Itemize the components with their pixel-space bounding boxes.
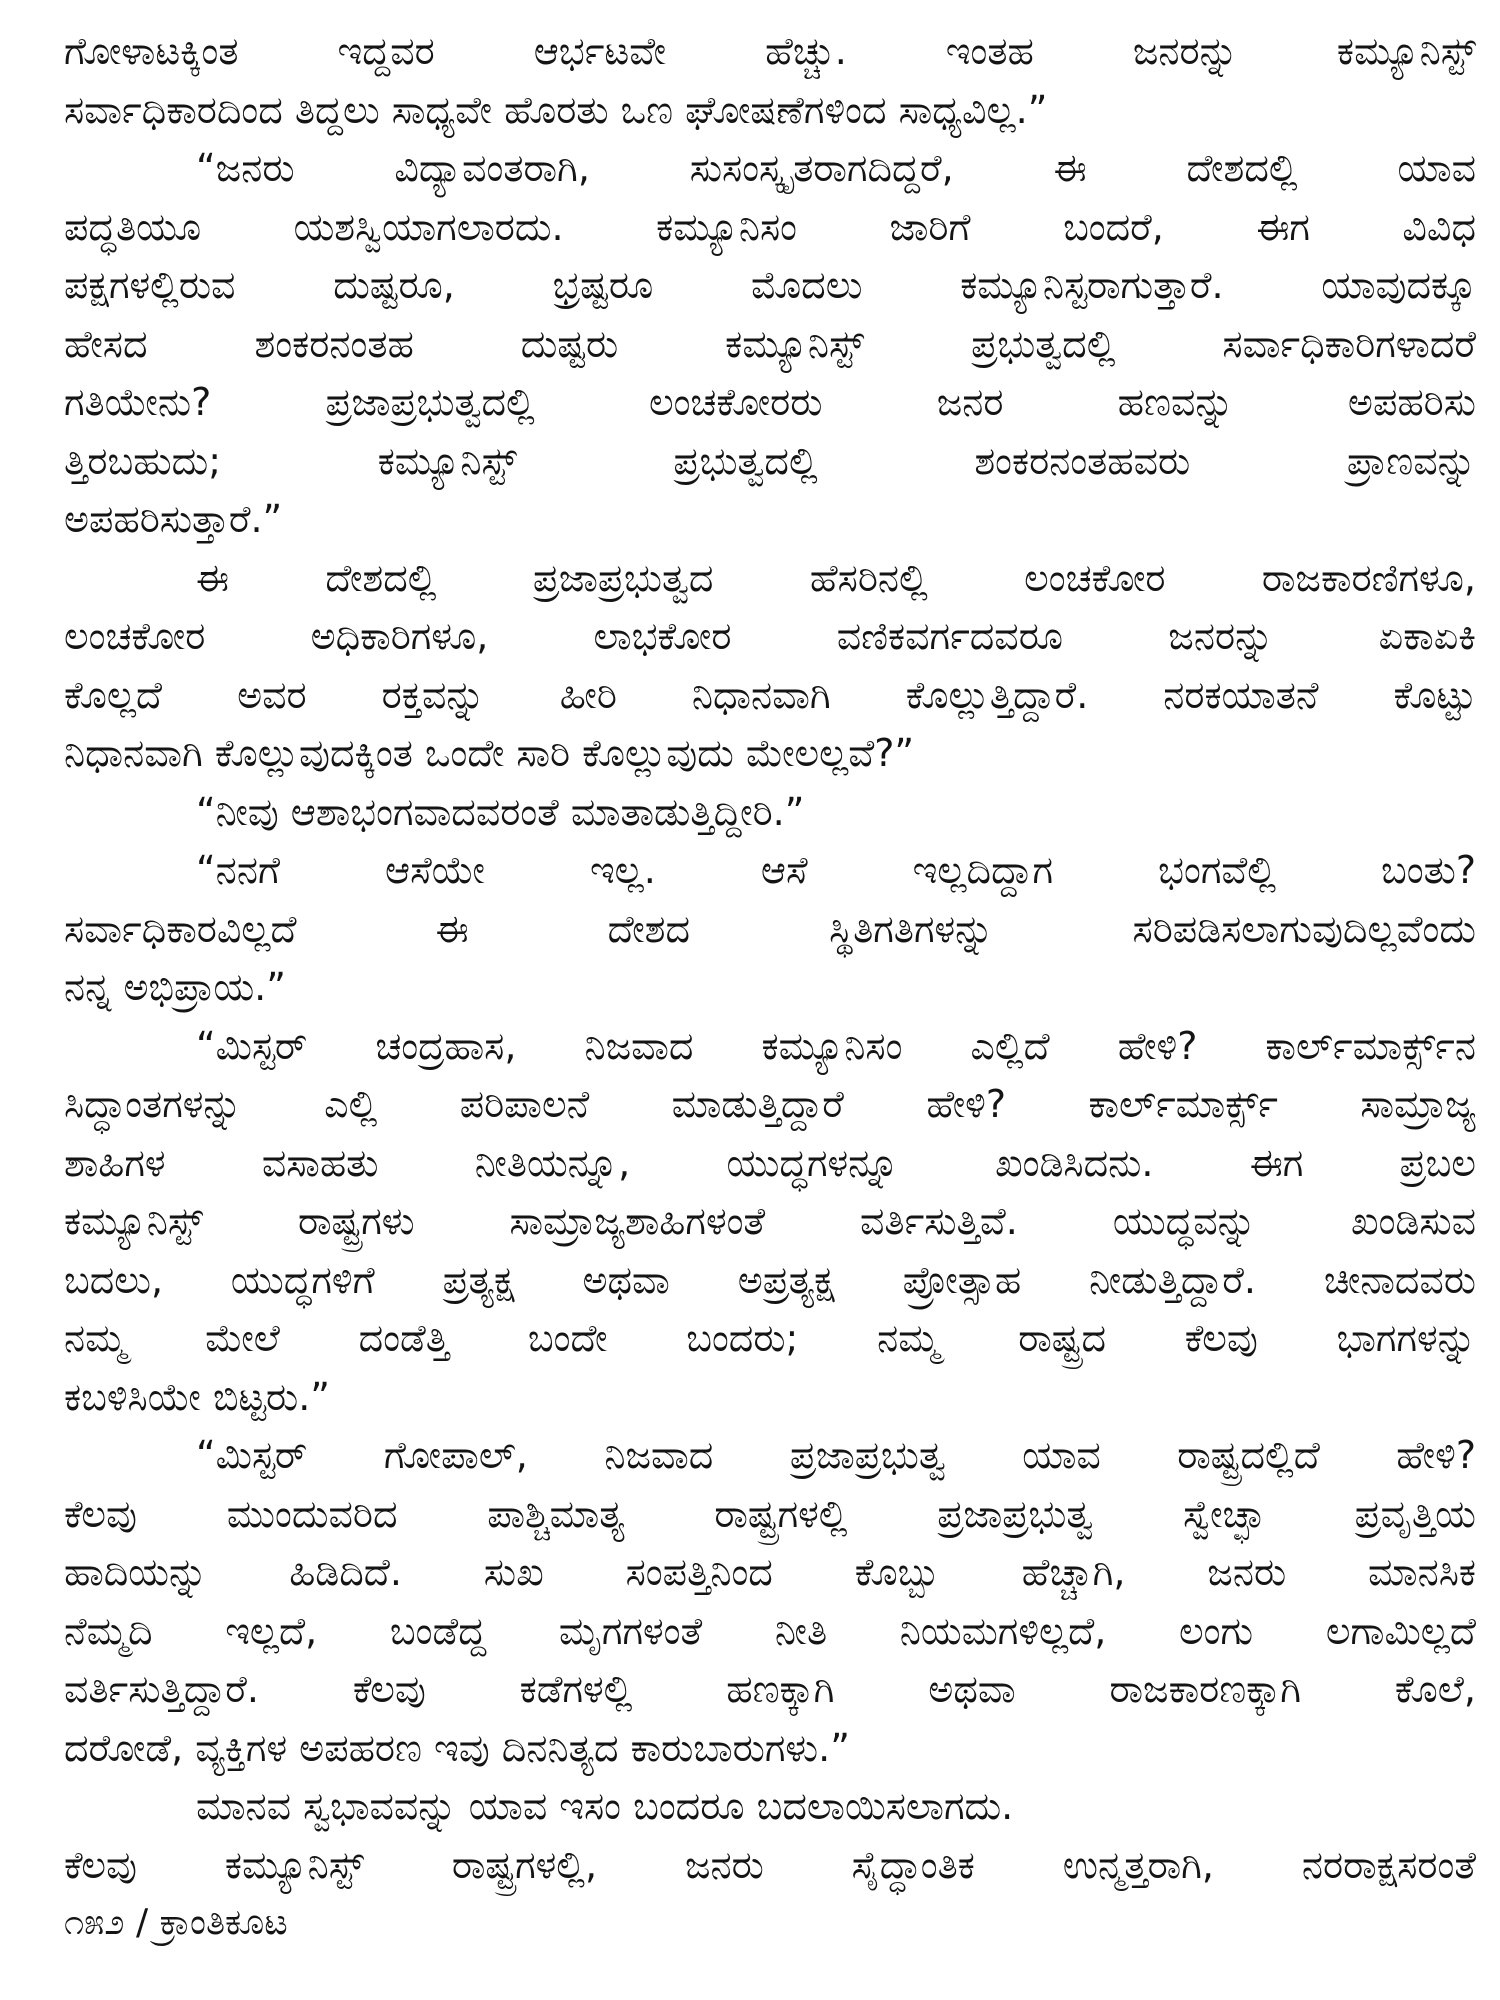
text-line: ಸರ್ವಾಧಿಕಾರವಿಲ್ಲದೆ ಈ ದೇಶದ ಸ್ಥಿತಿಗತಿಗಳನ್ನು ಸರಿಪಡಿಸಲಾಗುವುದಿಲ್ಲವೆಂದು	[64, 906, 1476, 951]
paragraph	[64, 22, 1476, 139]
footer-separator: /	[135, 1902, 149, 1943]
paragraph	[64, 1017, 1476, 1427]
paragraph	[64, 1777, 1476, 1836]
text-line: ವರ್ತಿಸುತ್ತಿದ್ದಾರೆ. ಕೆಲವು ಕಡೆಗಳಲ್ಲಿ ಹಣಕ್ಕಾಗಿ ಅಥವಾ ರಾಜಕಾರಣಕ್ಕಾಗಿ ಕೊಲೆ,	[64, 1667, 1476, 1711]
paragraph	[64, 139, 1476, 549]
paragraph	[64, 1836, 1476, 1895]
page-number: ೧೫೨	[64, 1902, 125, 1943]
text-line: ದರೋಡೆ, ವ್ಯಕ್ತಿಗಳ ಅಪಹರಣ ಇವು ದಿನನಿತ್ಯದ ಕಾರುಬಾರುಗಳು.”	[64, 1725, 850, 1770]
text-line: ಶಾಹಿಗಳ ವಸಾಹತು ನೀತಿಯನ್ನೂ, ಯುದ್ಧಗಳನ್ನೂ ಖಂಡಿಸಿದನು. ಈಗ ಪ್ರಬಲ	[64, 1140, 1476, 1185]
text-line: ನಿಧಾನವಾಗಿ ಕೊಲ್ಲುವುದಕ್ಕಿಂತ ಒಂದೇ ಸಾರಿ ಕೊಲ್ಲುವುದು ಮೇಲಲ್ಲವೆ?”	[64, 731, 915, 775]
text-line: ಕೆಲವು ಕಮ್ಯೂನಿಸ್ಟ್ ರಾಷ್ಟ್ರಗಳಲ್ಲಿ, ಜನರು ಸೈದ್ಧಾಂತಿಕ ಉನ್ಮತ್ತರಾಗಿ, ನರರಾಕ್ಷಸರಂತೆ	[64, 1842, 1476, 1887]
text-line: ಪಕ್ಷಗಳಲ್ಲಿರುವ ದುಷ್ಟರೂ, ಭ್ರಷ್ಟರೂ ಮೊದಲು ಕಮ್ಯೂನಿಸ್ಟರಾಗುತ್ತಾರೆ. ಯಾವುದಕ್ಕೂ	[64, 263, 1476, 307]
text-line: ಕೊಲ್ಲದೆ ಅವರ ರಕ್ತವನ್ನು ಹೀರಿ ನಿಧಾನವಾಗಿ ಕೊಲ್ಲುತ್ತಿದ್ದಾರೆ. ನರಕಯಾತನೆ ಕೊಟ್ಟು	[64, 672, 1476, 717]
text-line: “ಜನರು ವಿದ್ಯಾವಂತರಾಗಿ, ಸುಸಂಸ್ಕೃತರಾಗದಿದ್ದರೆ, ಈ ದೇಶದಲ್ಲಿ ಯಾವ	[196, 146, 1476, 190]
text-line: ನನ್ನ ಅಭಿಪ್ರಾಯ.”	[64, 965, 286, 1009]
text-line: “ಮಿಸ್ಟರ್ ಚಂದ್ರಹಾಸ, ನಿಜವಾದ ಕಮ್ಯೂನಿಸಂ ಎಲ್ಲಿದೆ ಹೇಳಿ? ಕಾರ್ಲ್‌ಮಾರ್ಕ್ಸ್‌ನ	[196, 1023, 1476, 1068]
text-line: ಕಬಳಿಸಿಯೇ ಬಿಟ್ಟರು.”	[64, 1374, 330, 1419]
text-line: ನೆಮ್ಮದಿ ಇಲ್ಲದೆ, ಬಂಡೆದ್ದ ಮೃಗಗಳಂತೆ ನೀತಿ ನಿಯಮಗಳಿಲ್ಲದೆ, ಲಂಗು ಲಗಾಮಿಲ್ಲದೆ	[64, 1608, 1476, 1653]
paragraph	[64, 783, 1476, 842]
text-line: ಕೆಲವು ಮುಂದುವರಿದ ಪಾಶ್ಚಿಮಾತ್ಯ ರಾಷ್ಟ್ರಗಳಲ್ಲಿ ಪ್ರಜಾಪ್ರಭುತ್ವ ಸ್ವೇಚ್ಛಾ ಪ್ರವೃತ್ತಿಯ	[64, 1491, 1476, 1536]
text-line: ಗತಿಯೇನು? ಪ್ರಜಾಪ್ರಭುತ್ವದಲ್ಲಿ ಲಂಚಕೋರರು ಜನರ ಹಣವನ್ನು ಅಪಹರಿಸು	[64, 380, 1476, 424]
text-line: ತ್ತಿರಬಹುದು; ಕಮ್ಯೂನಿಸ್ಟ್ ಪ್ರಭುತ್ವದಲ್ಲಿ ಶಂಕರನಂತಹವರು ಪ್ರಾಣವನ್ನು	[64, 438, 1476, 483]
text-line: “ನನಗೆ ಆಸೆಯೇ ಇಲ್ಲ. ಆಸೆ ಇಲ್ಲದಿದ್ದಾಗ ಭಂಗವೆಲ್ಲಿ ಬಂತು?	[196, 848, 1476, 892]
text-line: “ಮಿಸ್ಟರ್ ಗೋಪಾಲ್, ನಿಜವಾದ ಪ್ರಜಾಪ್ರಭುತ್ವ ಯಾವ ರಾಷ್ಟ್ರದಲ್ಲಿದೆ ಹೇಳಿ?	[196, 1433, 1476, 1477]
text-line: ನಮ್ಮ ಮೇಲೆ ದಂಡೆತ್ತಿ ಬಂದೇ ಬಂದರು; ನಮ್ಮ ರಾಷ್ಟ್ರದ ಕೆಲವು ಭಾಗಗಳನ್ನು	[64, 1316, 1476, 1360]
page-footer	[64, 1902, 288, 1944]
text-line: ಹೇಸದ ಶಂಕರನಂತಹ ದುಷ್ಟರು ಕಮ್ಯೂನಿಸ್ಟ್ ಪ್ರಭುತ್ವದಲ್ಲಿ ಸರ್ವಾಧಿಕಾರಿಗಳಾದರೆ	[64, 321, 1476, 366]
text-line: ಬದಲು, ಯುದ್ಧಗಳಿಗೆ ಪ್ರತ್ಯಕ್ಷ ಅಥವಾ ಅಪ್ರತ್ಯಕ್ಷ ಪ್ರೋತ್ಸಾಹ ನೀಡುತ್ತಿದ್ದಾರೆ. ಚೀನಾದವರು	[64, 1257, 1476, 1302]
paragraph	[64, 841, 1476, 1017]
paragraph	[64, 549, 1476, 783]
page-body	[64, 22, 1476, 1894]
text-line: ಪದ್ಧತಿಯೂ ಯಶಸ್ವಿಯಾಗಲಾರದು. ಕಮ್ಯೂನಿಸಂ ಜಾರಿಗೆ ಬಂದರೆ, ಈಗ ವಿವಿಧ	[64, 204, 1476, 249]
text-line: ಲಂಚಕೋರ ಅಧಿಕಾರಿಗಳೂ, ಲಾಭಕೋರ ವಣಿಕವರ್ಗದವರೂ ಜನರನ್ನು ಏಕಾಏಕಿ	[64, 614, 1476, 658]
text-line: ಈ ದೇಶದಲ್ಲಿ ಪ್ರಜಾಪ್ರಭುತ್ವದ ಹೆಸರಿನಲ್ಲಿ ಲಂಚಕೋರ ರಾಜಕಾರಣಿಗಳೂ,	[196, 555, 1476, 600]
text-line: “ನೀವು ಆಶಾಭಂಗವಾದವರಂತೆ ಮಾತಾಡುತ್ತಿದ್ದೀರಿ.”	[196, 789, 805, 834]
text-line: ಮಾನವ ಸ್ವಭಾವವನ್ನು ಯಾವ ಇಸಂ ಬಂದರೂ ಬದಲಾಯಿಸಲಾಗದು.	[196, 1784, 1014, 1828]
text-line: ಸಿದ್ಧಾಂತಗಳನ್ನು ಎಲ್ಲಿ ಪರಿಪಾಲನೆ ಮಾಡುತ್ತಿದ್ದಾರೆ ಹೇಳಿ? ಕಾರ್ಲ್‌ಮಾರ್ಕ್ಸ್ ಸಾಮ್ರಾಜ್ಯ	[64, 1082, 1476, 1126]
text-line: ಕಮ್ಯೂನಿಸ್ಟ್ ರಾಷ್ಟ್ರಗಳು ಸಾಮ್ರಾಜ್ಯಶಾಹಿಗಳಂತೆ ವರ್ತಿಸುತ್ತಿವೆ. ಯುದ್ಧವನ್ನು ಖಂಡಿಸುವ	[64, 1199, 1476, 1243]
book-title: ಕ್ರಾಂತಿಕೂಟ	[159, 1902, 288, 1943]
text-line: ಹಾದಿಯನ್ನು ಹಿಡಿದಿದೆ. ಸುಖ ಸಂಪತ್ತಿನಿಂದ ಕೊಬ್ಬು ಹೆಚ್ಚಾಗಿ, ಜನರು ಮಾನಸಿಕ	[64, 1550, 1476, 1594]
text-line: ಸರ್ವಾಧಿಕಾರದಿಂದ ತಿದ್ದಲು ಸಾಧ್ಯವೇ ಹೊರತು ಒಣ ಘೋಷಣೆಗಳಿಂದ ಸಾಧ್ಯವಿಲ್ಲ.”	[64, 87, 1048, 132]
text-line: ಗೋಳಾಟಕ್ಕಿಂತ ಇದ್ದವರ ಆರ್ಭಟವೇ ಹೆಚ್ಚು. ಇಂತಹ ಜನರನ್ನು ಕಮ್ಯೂನಿಸ್ಟ್	[64, 29, 1476, 73]
text-line: ಅಪಹರಿಸುತ್ತಾರೆ.”	[64, 497, 283, 541]
paragraph	[64, 1426, 1476, 1777]
